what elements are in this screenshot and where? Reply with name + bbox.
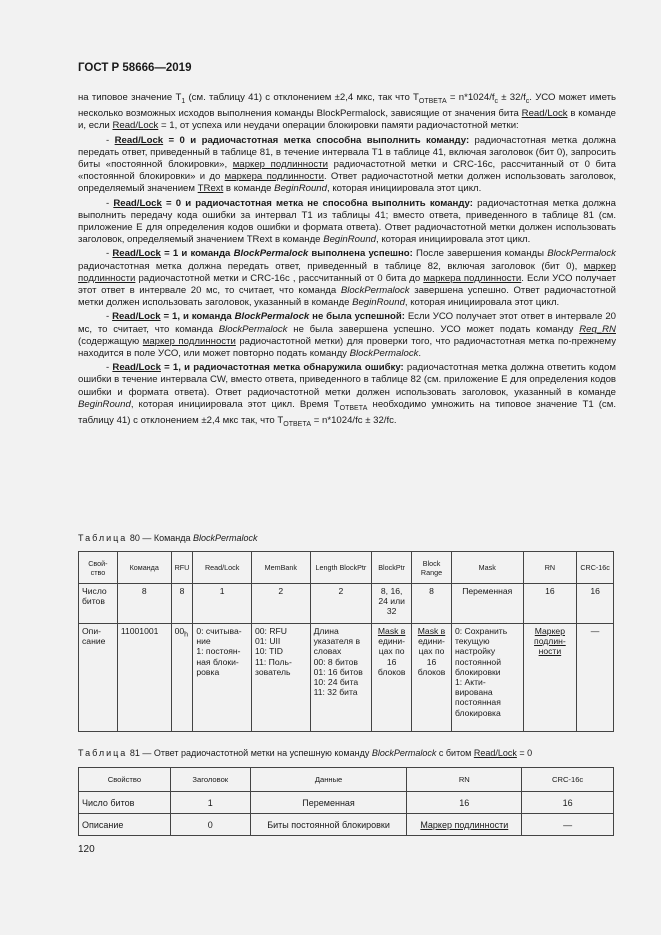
table-header: Свойство xyxy=(79,768,171,792)
table-header: CRC-16c xyxy=(522,768,614,792)
table-header: Команда xyxy=(117,552,171,584)
table-header: Block Range xyxy=(412,552,452,584)
table-cell: 16 xyxy=(407,792,522,814)
paragraph-2: - Read/Lock = 0 и радиочастотная метка способна выполнить команду: радиочастотная метка должна передать ответ, приведенный в таблице 81, в течение интервала T1 в таблице 41, включая заголовок (бит 0), запросить биты «постоянной блокировки», маркер подлинности радиочастотной метки и CRC-16c, рассчитанный от 0 бита «постоянной блокировки» и до маркера подлинности. Ответ радиочастотной метки должен использовать заголовок, определяемый значением TRext в команде BeginRound, которая инициировала этот цикл. xyxy=(78,134,617,195)
paragraph-1: на типовое значение $T_1$ (см. таблицу 41) с отклонением ±2,4 мкс, так что $T_{ОТВЕТА} = n*1024/f_c \pm 32/f_c$. УСО может иметь несколько возможных исходов выполнения команды BlockPermalock, зависящие от значения бита Read/Lock в команде и, если Read/Lock = 1, от успеха или неудачи операции блокировки памяти радиочастотной метки: xyxy=(78,92,616,132)
paragraph-5: - Read/Lock = 1, и команда BlockPermalock не была успешной: Если УСО получает этот ответ в интервале 20 мс, то считает, что команда BlockPermalock не была завершена успешно. УСО может подать команду Req_RN (содержащую маркер подлинности радиочастотной метки) для проверки того, что радиочастотная метка по-прежнему находится в поле УСО, или может повторно подать команду BlockPermalock. xyxy=(78,311,617,359)
paragraph-3: - Read/Lock = 0 и радиочастотная метка не способна выполнить команду: радиочастотная метка должна выполнить передачу кода ошибки за интервал T1 из таблицы 41; вместо ответа, приведенного в таблице 81 (см. приложение E для определения кодов ошибки и формата ответа). Ответ радиочастотной метки должен использовать заголовок, определяемый значением TRext в команде BeginRound, которая инициировала этот цикл. xyxy=(78,197,616,246)
table-header: BlockPtr xyxy=(372,552,412,584)
table-header: RN xyxy=(523,552,577,584)
table-cell: Опи-сание xyxy=(79,624,118,732)
page-number: 120 xyxy=(78,844,95,855)
table-cell: 8 xyxy=(171,584,193,624)
table-cell: 8, 16, 24 или 32 xyxy=(372,584,412,624)
table-cell: 16 xyxy=(577,584,614,624)
table-cell: Биты постоянной блокировки xyxy=(250,814,407,836)
table-row xyxy=(79,792,614,814)
table-header: RN xyxy=(407,768,522,792)
table-cell: $00_h$ xyxy=(171,624,193,732)
table-cell: — xyxy=(522,814,614,836)
table-cell: Маркер подлин-ности xyxy=(523,624,577,732)
table-cell: Маркер подлинности xyxy=(407,814,522,836)
table-cell: — xyxy=(577,624,614,732)
paragraph-6: - Read/Lock = 1, и радиочастотная метка обнаружила ошибку: радиочастотная метка должна ответить кодом ошибки в течение интервала CW, вместо ответа, приведенного в таблице 82 (см. приложение E для определения кодов ошибки и формата ответа). Ответ радиочастотной метки должен использовать заголовок, указанный в команде BeginRound, которая инициировала этот цикл. Время $T_{ОТВЕТА}$ необходимо умножить на типовое значение T1 (см. таблицу 41) с отклонением ±2,4 мкс так, что $T_{ОТВЕТА} = n*1024/fc \pm 32/fc$. xyxy=(78,362,616,428)
table-81-header-row xyxy=(79,768,614,792)
table-80 xyxy=(78,551,614,732)
table-cell: 8 xyxy=(117,584,171,624)
table-header: MemBank xyxy=(251,552,310,584)
table-row xyxy=(79,584,614,624)
table-cell: Длина указателя в словах 00: 8 битов 01: 16 битов 10: 24 бита 11: 32 бита xyxy=(310,624,372,732)
table-header: CRC-16c xyxy=(577,552,614,584)
table-cell: 0: Сохранить текущую настройку постоянной блокировки 1: Акти-вирована постоянная блокировка xyxy=(451,624,523,732)
table-header: Mask xyxy=(451,552,523,584)
table-80-caption: Таблица 80 — Команда BlockPermalock xyxy=(78,533,258,543)
paragraph-4: - Read/Lock = 1 и команда BlockPermalock выполнена успешно: После завершения команды BlockPermalock радиочастотная метка должна передать ответ, приведенный в таблице 82, включая заголовок (бит 0), маркер подлинности радиочастотной метки и CRC-16c , рассчитанный от 0 бита до маркера подлинности. Если УСО получает этот ответ в интервале 20 мс, то считает, что команда BlockPermalock завершена успешно. Ответ радиочастотной метки должен использовать заголовок, указанный в команде BeginRound, которая инициировала этот цикл. xyxy=(78,248,616,309)
table-cell: 16 xyxy=(522,792,614,814)
table-cell: Переменная xyxy=(451,584,523,624)
table-cell: Число битов xyxy=(79,792,171,814)
table-header: RFU xyxy=(171,552,193,584)
table-cell: 16 xyxy=(523,584,577,624)
table-cell: Mask в едини-цах по 16 блоков xyxy=(412,624,452,732)
body-text xyxy=(78,92,616,433)
table-cell: 2 xyxy=(310,584,372,624)
table-cell: Mask в едини-цах по 16 блоков xyxy=(372,624,412,732)
table-cell: Число битов xyxy=(79,584,118,624)
table-cell: Описание xyxy=(79,814,171,836)
table-header: Read/Lock xyxy=(193,552,252,584)
table-row xyxy=(79,624,614,732)
table-cell: 2 xyxy=(251,584,310,624)
table-cell: 1 xyxy=(170,792,250,814)
table-cell: 8 xyxy=(412,584,452,624)
page-header: ГОСТ Р 58666—2019 xyxy=(78,62,192,74)
table-header: Свой-ство xyxy=(79,552,118,584)
table-cell: 00: RFU 01: UII 10: TID 11: Поль-зователь xyxy=(251,624,310,732)
table-cell: Переменная xyxy=(250,792,407,814)
table-header: Данные xyxy=(250,768,407,792)
table-header: Length BlockPtr xyxy=(310,552,372,584)
table-81 xyxy=(78,767,614,836)
table-cell: 0 xyxy=(170,814,250,836)
table-cell: 11001001 xyxy=(117,624,171,732)
table-81-caption: Таблица 81 — Ответ радиочастотной метки на успешную команду BlockPermalock с битом Read/Lock = 0 xyxy=(78,748,533,758)
table-header: Заголовок xyxy=(170,768,250,792)
table-cell: 0: считыва-ние 1: постоян-ная блоки-ровка xyxy=(193,624,252,732)
table-row xyxy=(79,814,614,836)
table-80-header-row xyxy=(79,552,614,584)
table-cell: 1 xyxy=(193,584,252,624)
